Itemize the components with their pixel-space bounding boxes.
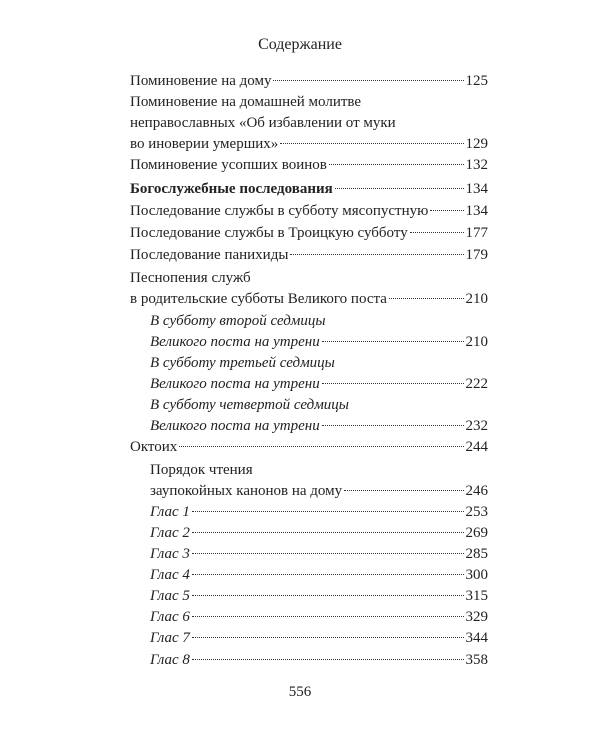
toc-entry-title: Поминовение усопших воинов <box>130 157 327 173</box>
toc-entry-title: Глас 8 <box>150 652 190 668</box>
toc-entry-title: Последование панихиды <box>130 247 289 263</box>
toc-entry-title: неправославных «Об избавлении от муки <box>130 115 396 131</box>
toc-entry <box>150 353 488 395</box>
toc-section-title: Богослужебные последования <box>130 181 333 197</box>
toc-entry-title: Глас 7 <box>150 630 190 646</box>
toc-entry <box>130 71 488 92</box>
toc-entry-title: Октоих <box>130 439 178 455</box>
toc-entry-page: 253 <box>465 504 488 520</box>
toc-entry <box>150 311 488 353</box>
dot-leader <box>192 616 464 617</box>
toc-entry <box>150 650 488 671</box>
dot-leader <box>329 164 464 165</box>
toc-entry <box>150 523 488 544</box>
dot-leader <box>192 532 464 533</box>
toc-entry <box>130 92 488 155</box>
dot-leader <box>192 595 464 596</box>
dot-leader <box>344 490 463 491</box>
toc-entry <box>150 544 488 565</box>
toc-entry <box>150 460 488 502</box>
toc-entry-page: 222 <box>465 376 488 392</box>
toc-entry <box>150 628 488 649</box>
toc-entry-page: 210 <box>465 291 488 307</box>
dot-leader <box>389 298 464 299</box>
toc-entry <box>130 268 488 310</box>
toc-entry-title: Песнопения служб <box>130 270 251 286</box>
dot-leader <box>322 425 464 426</box>
page-number: 556 <box>288 684 312 700</box>
toc-entry-title: в родительские субботы Великого поста <box>130 291 387 307</box>
toc-entry-page: 315 <box>465 588 488 604</box>
toc-entry-title: Порядок чтения <box>150 462 253 478</box>
toc-entry <box>150 565 488 586</box>
toc-entry-page: 132 <box>465 157 488 173</box>
dot-leader <box>322 341 464 342</box>
toc-entry-title: В субботу третьей седмицы <box>150 355 335 371</box>
toc-entry-page: 285 <box>465 546 488 562</box>
toc-entry-page: 134 <box>465 203 488 219</box>
toc-entry-page: 358 <box>465 652 488 668</box>
dot-leader <box>335 188 464 189</box>
dot-leader <box>322 383 464 384</box>
toc-entry-title: Глас 2 <box>150 525 190 541</box>
toc-entry-title: Великого поста на утрени <box>150 334 320 350</box>
toc-entry-page: 269 <box>465 525 488 541</box>
toc-entry <box>150 607 488 628</box>
dot-leader <box>290 254 463 255</box>
toc-entry-page: 329 <box>465 609 488 625</box>
dot-leader <box>410 232 464 233</box>
toc-entry-page: 125 <box>465 73 488 89</box>
toc-entry-title: Глас 1 <box>150 504 190 520</box>
toc-entry-page: 232 <box>465 418 488 434</box>
toc-entry-page: 246 <box>465 483 488 499</box>
toc-entry-title: В субботу второй седмицы <box>150 313 326 329</box>
toc-entry-title: заупокойных канонов на дому <box>150 483 343 499</box>
toc-entry <box>130 245 488 266</box>
toc-entry-title: Глас 4 <box>150 567 190 583</box>
dot-leader <box>179 446 463 447</box>
dot-leader <box>192 659 464 660</box>
toc-entry-title: Последование службы в Троицкую субботу <box>130 225 408 241</box>
toc-entry-title: Глас 5 <box>150 588 190 604</box>
toc-entry <box>150 502 488 523</box>
toc-entry <box>130 155 488 176</box>
toc-entry-page: 134 <box>465 181 488 197</box>
toc-entry-title: Глас 6 <box>150 609 190 625</box>
toc-entry <box>150 586 488 607</box>
dot-leader <box>192 637 464 638</box>
dot-leader <box>430 210 463 211</box>
toc-entry-title: Последование службы в субботу мясопустную <box>130 203 429 219</box>
toc-entry-title: Поминовение на домашней молитве <box>130 94 362 110</box>
toc-entry-page: 179 <box>465 247 488 263</box>
dot-leader <box>192 553 464 554</box>
running-header: Содержание <box>258 36 342 53</box>
toc-entry-page: 244 <box>465 439 488 455</box>
toc-section <box>130 179 488 200</box>
toc-entry-title: Великого поста на утрени <box>150 418 320 434</box>
toc-entry-page: 344 <box>465 630 488 646</box>
toc-entry <box>150 395 488 437</box>
dot-leader <box>192 511 464 512</box>
toc-entry-page: 177 <box>465 225 488 241</box>
toc-entry-page: 210 <box>465 334 488 350</box>
toc-entry <box>130 437 488 458</box>
toc-entry-title: Поминовение на дому <box>130 73 272 89</box>
toc-entry <box>130 223 488 244</box>
toc-entry-title: Глас 3 <box>150 546 190 562</box>
toc-entry-page: 129 <box>465 136 488 152</box>
toc-entry-title: во иноверии умерших» <box>130 136 279 152</box>
dot-leader <box>273 80 463 81</box>
dot-leader <box>192 574 464 575</box>
dot-leader <box>280 143 463 144</box>
toc-entry-title: В субботу четвертой седмицы <box>150 397 349 413</box>
toc-entry <box>130 201 488 222</box>
toc-entry-title: Великого поста на утрени <box>150 376 320 392</box>
toc-entry-page: 300 <box>465 567 488 583</box>
